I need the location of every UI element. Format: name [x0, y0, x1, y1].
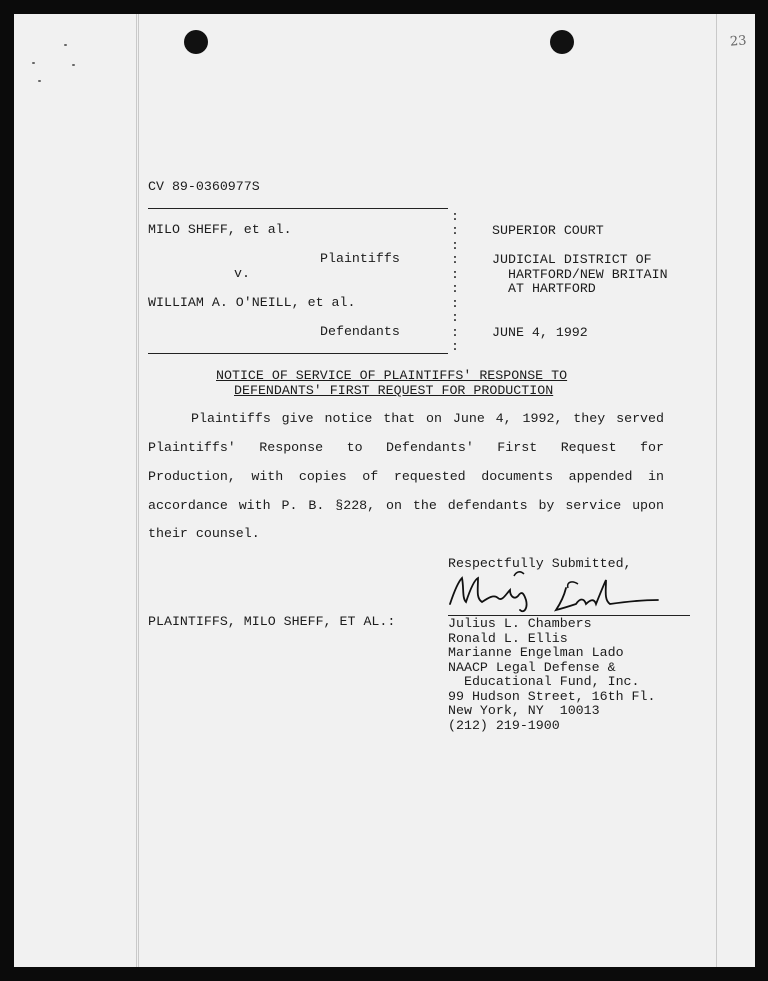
counsel-line-2: Ronald L. Ellis: [448, 631, 568, 646]
plaintiff-name: MILO SHEFF, et al.: [148, 222, 292, 237]
case-number: CV 89-0360977S: [148, 179, 260, 194]
court-name: SUPERIOR COURT: [492, 223, 604, 238]
counsel-line-6: 99 Hudson Street, 16th Fl.: [448, 689, 656, 704]
right-margin-line: [716, 14, 717, 967]
scan-speck: [32, 62, 35, 64]
signature-block-label: PLAINTIFFS, MILO SHEFF, ET AL.:: [148, 614, 396, 629]
body-line-3: Production, with copies of requested documents appended in: [148, 469, 664, 484]
counsel-line-3: Marianne Engelman Lado: [448, 645, 624, 660]
caption-colon: :: [451, 325, 459, 340]
filing-date: JUNE 4, 1992: [492, 325, 588, 340]
scan-speck: [72, 64, 75, 66]
caption-colon: :: [451, 281, 459, 296]
caption-colon: :: [451, 209, 459, 224]
counsel-line-7: New York, NY 10013: [448, 703, 600, 718]
plaintiffs-label: Plaintiffs: [320, 251, 400, 266]
title-line-2: DEFENDANTS' FIRST REQUEST FOR PRODUCTION: [234, 383, 554, 398]
left-margin-line: [136, 14, 137, 967]
caption-colon: :: [451, 339, 459, 354]
binder-hole-left: [184, 30, 208, 54]
caption-bottom-rule: [148, 353, 448, 354]
caption-colon: :: [451, 267, 459, 282]
handwritten-signature: [444, 564, 674, 616]
body-line-4: accordance with P. B. §228, on the defendants by service upon: [148, 498, 664, 513]
counsel-line-8: (212) 219-1900: [448, 718, 560, 733]
defendants-label: Defendants: [320, 324, 400, 339]
district-line-3: AT HARTFORD: [508, 281, 596, 296]
scan-speck: [64, 44, 67, 46]
caption-colon: :: [451, 252, 459, 267]
left-margin-line-inner: [138, 14, 139, 967]
body-line-2: Plaintiffs' Response to Defendants' First Request for: [148, 440, 664, 455]
binder-hole-right: [550, 30, 574, 54]
caption-top-rule: [148, 208, 448, 209]
caption-colon: :: [451, 310, 459, 325]
caption-colon: :: [451, 238, 459, 253]
caption-colon: :: [451, 296, 459, 311]
scan-speck: [38, 80, 41, 82]
caption-colon: :: [451, 223, 459, 238]
district-line-1: JUDICIAL DISTRICT OF: [492, 252, 652, 267]
body-line-1: Plaintiffs give notice that on June 4, 1992, they served: [191, 411, 664, 426]
district-line-2: HARTFORD/NEW BRITAIN: [508, 267, 668, 282]
body-line-5: their counsel.: [148, 526, 260, 541]
document-page: [14, 14, 755, 967]
counsel-line-5: Educational Fund, Inc.: [448, 674, 640, 689]
page-number: 23: [729, 33, 748, 50]
closing: Respectfully Submitted,: [448, 556, 632, 571]
counsel-line-1: Julius L. Chambers: [448, 616, 592, 631]
versus: v.: [234, 266, 250, 281]
counsel-line-4: NAACP Legal Defense &: [448, 660, 616, 675]
title-line-1: NOTICE OF SERVICE OF PLAINTIFFS' RESPONSE TO: [216, 368, 568, 383]
defendant-name: WILLIAM A. O'NEILL, et al.: [148, 295, 356, 310]
